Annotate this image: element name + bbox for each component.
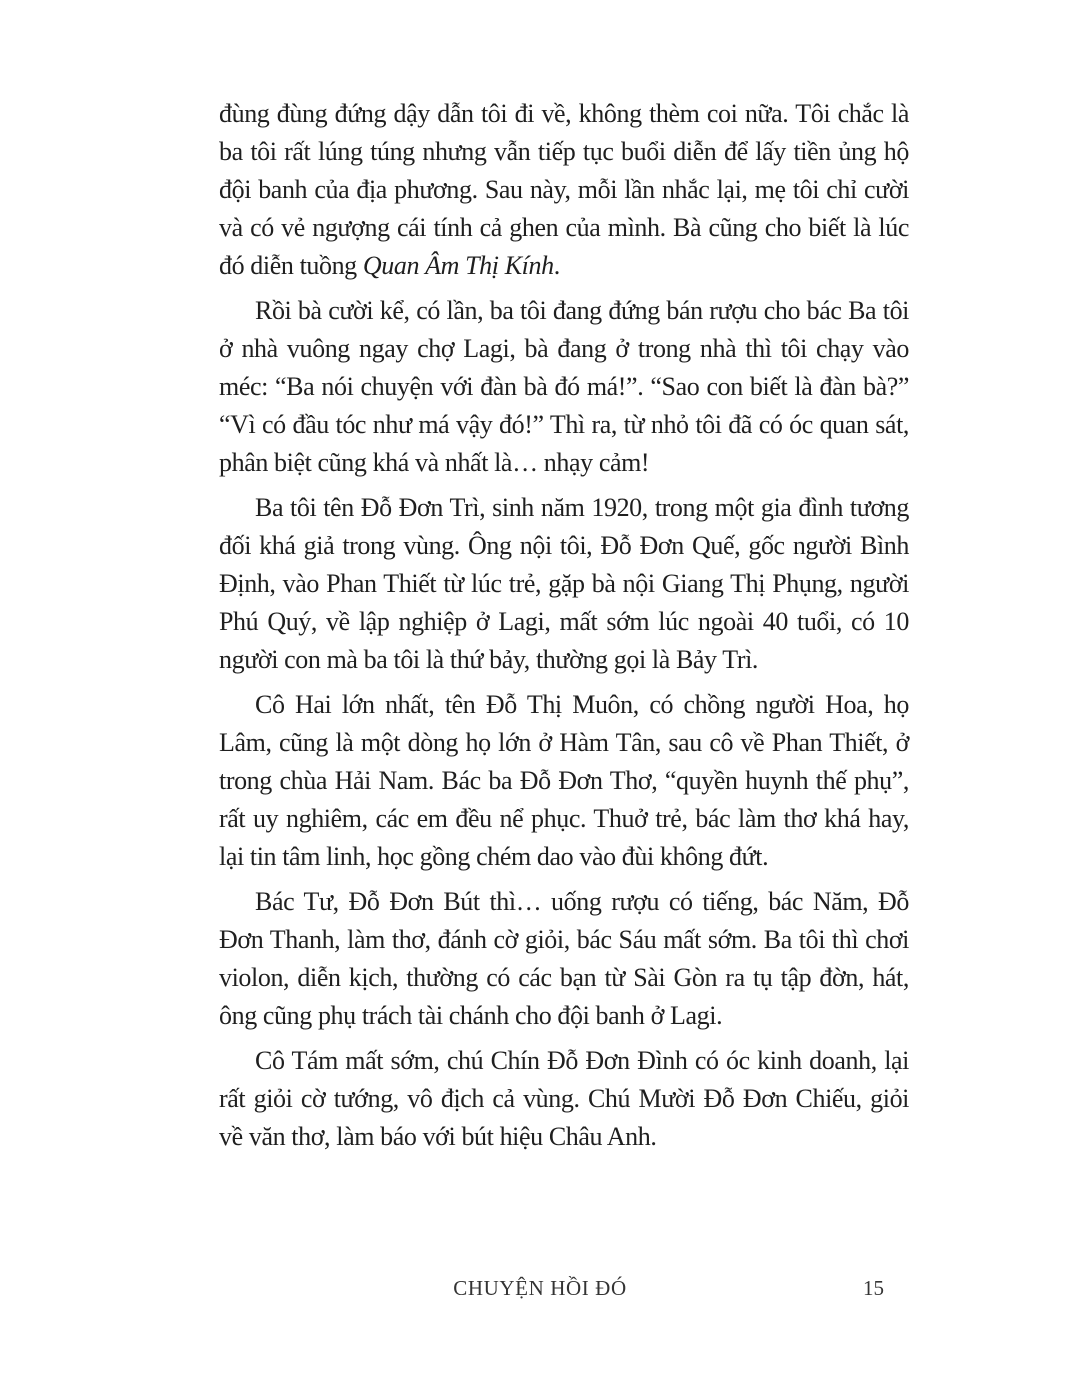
- paragraph-text: .: [553, 251, 560, 280]
- running-footer-title: CHUYỆN HỒI ĐÓ: [453, 1276, 627, 1300]
- page-body: [219, 95, 909, 1156]
- paragraph-text: Bác Tư, Đỗ Đơn Bút thì… uống rượu có tiếng, bác Năm, Đỗ Đơn Thanh, làm thơ, đánh cờ giỏi, bác Sáu mất sớm. Ba tôi thì chơi violon, diễn kịch, thường có các bạn từ Sài Gòn ra tụ tập đờn, hát, ông cũng phụ trách tài chánh cho đội banh ở Lagi.: [219, 887, 909, 1030]
- paragraph-text: Ba tôi tên Đỗ Đơn Trì, sinh năm 1920, trong một gia đình tương đối khá giả trong vùng. Ông nội tôi, Đỗ Đơn Quế, gốc người Bình Định, vào Phan Thiết từ lúc trẻ, gặp bà nội Giang Thị Phụng, người Phú Quý, về lập nghiệp ở Lagi, mất sớm lúc ngoài 40 tuổi, có 10 người con mà ba tôi là thứ bảy, thường gọi là Bảy Trì.: [219, 493, 909, 674]
- paragraph-text: Cô Hai lớn nhất, tên Đỗ Thị Muôn, có chồng người Hoa, họ Lâm, cũng là một dòng họ lớn ở Hàm Tân, sau cô về Phan Thiết, ở trong chùa Hải Nam. Bác ba Đỗ Đơn Thơ, “quyền huynh thế phụ”, rất uy nghiêm, các em đều nể phục. Thuở trẻ, bác làm thơ khá hay, lại tin tâm linh, học gồng chém dao vào đùi không đứt.: [219, 690, 909, 871]
- paragraph: [219, 489, 909, 679]
- paragraph-text: Rồi bà cười kể, có lần, ba tôi đang đứng bán rượu cho bác Ba tôi ở nhà vuông ngay chợ Lagi, bà đang ở trong nhà thì tôi chạy vào méc: “Ba nói chuyện với đàn bà đó má!”. “Sao con biết là đàn bà?” “Vì có đầu tóc như má vậy đó!” Thì ra, từ nhỏ tôi đã có óc quan sát, phân biệt cũng khá và nhất là… nhạy cảm!: [219, 296, 909, 477]
- paragraph: [219, 883, 909, 1035]
- paragraph-text: đùng đùng đứng dậy dẫn tôi đi về, không thèm coi nữa. Tôi chắc là ba tôi rất lúng túng nhưng vẫn tiếp tục buổi diễn để lấy tiền ủng hộ đội banh của địa phương. Sau này, mỗi lần nhắc lại, mẹ tôi chỉ cười và có vẻ ngượng cái tính cả ghen của mình. Bà cũng cho biết là lúc đó diễn tuồng: [219, 99, 909, 280]
- italic-title-text: Quan Âm Thị Kính: [362, 251, 554, 280]
- paragraph-text: Cô Tám mất sớm, chú Chín Đỗ Đơn Đình có óc kinh doanh, lại rất giỏi cờ tướng, vô địch cả vùng. Chú Mười Đỗ Đơn Chiếu, giỏi về văn thơ, làm báo với bút hiệu Châu Anh.: [219, 1046, 909, 1151]
- page-number: 15: [863, 1276, 884, 1300]
- paragraph: [219, 292, 909, 482]
- paragraph: [219, 686, 909, 876]
- paragraph: [219, 95, 909, 285]
- paragraph: [219, 1042, 909, 1156]
